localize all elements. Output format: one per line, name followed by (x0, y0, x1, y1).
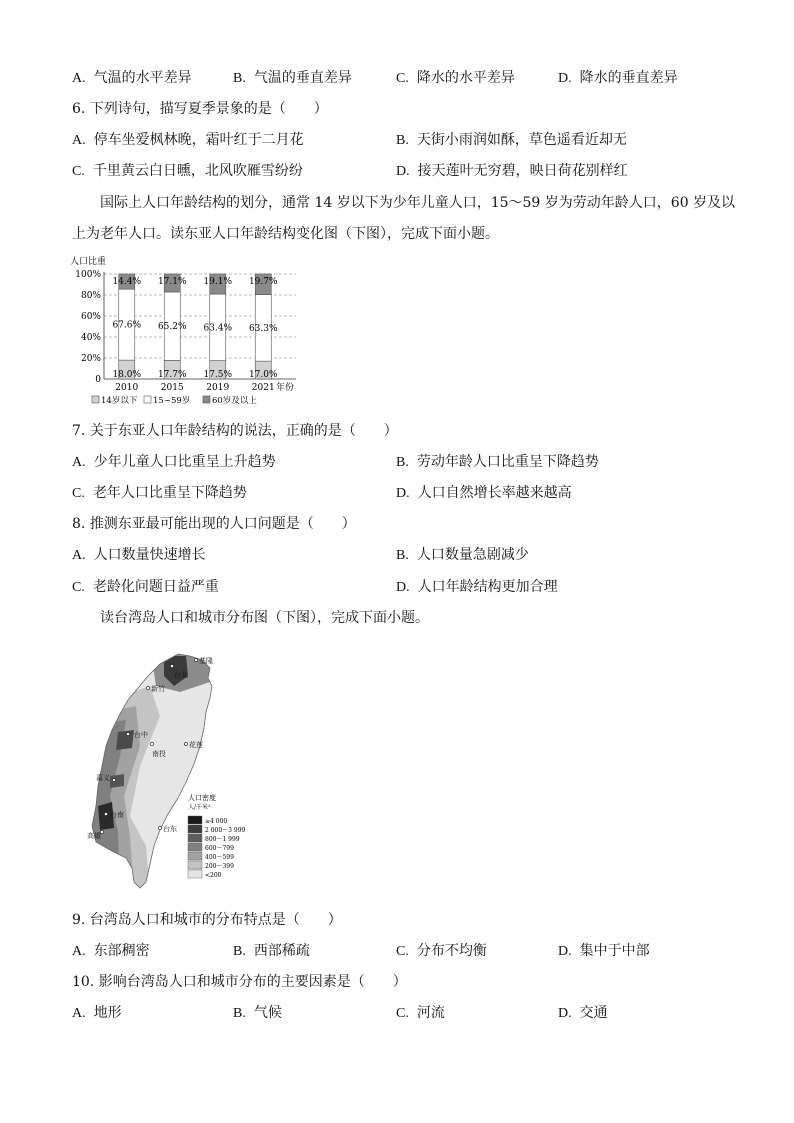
taiwan-population-map (87, 646, 260, 894)
city-label-tainan: 台南 (110, 811, 124, 819)
option-text: 西部稀疏 (253, 943, 310, 959)
option-letter: D. (396, 580, 410, 595)
data-label: 63.3% (248, 323, 278, 334)
option-letter: B. (233, 71, 246, 86)
q10-option-a (72, 1003, 122, 1024)
option-text: 人口自然增长率越来越高 (417, 485, 572, 501)
option-text: 气温的垂直差异 (253, 70, 352, 86)
option-text: 气候 (253, 1005, 282, 1021)
data-label: 19.1% (203, 277, 233, 287)
option-letter: C. (72, 164, 85, 179)
q8-option-c (72, 577, 219, 598)
option-text: 人口数量快速增长 (93, 547, 206, 563)
option-letter: D. (396, 164, 410, 179)
option-letter: B. (396, 548, 409, 563)
q9-option-d (558, 941, 650, 962)
city-marker (146, 686, 149, 689)
y-tick-label: 40% (80, 333, 101, 343)
option-text: 天街小雨润如酥，草色遥看近却无 (416, 132, 627, 148)
city-marker (158, 826, 161, 829)
legend-class-label: 200～399 (205, 863, 234, 870)
passage1-line1: 国际上人口年龄结构的划分，通常 14 岁以下为少年儿童人口，15～59 岁为劳动年龄人口，60 岁及以 (100, 195, 736, 211)
legend-swatch (188, 852, 202, 860)
q9-stem: 9. 台湾岛人口和城市的分布特点是（ ） (72, 912, 342, 928)
option-text: 地形 (93, 1005, 122, 1021)
legend-swatch (188, 834, 202, 842)
passage1-line2: 上为老年人口。读东亚人口年龄结构变化图（下图），完成下面小题。 (72, 226, 499, 242)
legend-class-label: <200 (205, 872, 222, 879)
option-text: 少年儿童人口比重呈上升趋势 (93, 454, 276, 470)
q8-option-b (396, 545, 529, 566)
density-chiayi (110, 774, 124, 788)
q6-option-a (72, 130, 304, 151)
legend-swatch (92, 396, 99, 403)
q10-stem: 10. 影响台湾岛人口和城市分布的主要因素是（ ） (72, 974, 407, 990)
q6-option-d (396, 161, 628, 182)
option-text: 人口数量急剧减少 (416, 547, 529, 563)
legend-swatch (188, 870, 202, 878)
q9-option-a (72, 941, 150, 962)
option-text: 交通 (579, 1005, 608, 1021)
option-text: 千里黄云白日曛，北风吹雁雪纷纷 (92, 163, 303, 179)
option-text: 人口年龄结构更加合理 (417, 579, 558, 595)
option-letter: D. (558, 71, 572, 86)
option-letter: A. (72, 1006, 86, 1021)
option-text: 分布不均衡 (416, 943, 487, 959)
city-label-chiayi: 嘉义 (96, 774, 110, 782)
city-marker (112, 778, 115, 781)
legend-class-label: 600～799 (205, 845, 234, 852)
legend-title: 人口密度 (188, 794, 216, 802)
option-letter: C. (72, 486, 85, 501)
option-letter: B. (396, 455, 409, 470)
city-label-hsinchu: 新竹 (151, 685, 165, 693)
data-label: 18.0% (112, 370, 142, 380)
data-label: 67.6% (112, 320, 142, 331)
q6-stem: 6. 下列诗句，描写夏季景象的是（ ） (72, 101, 328, 117)
city-label-hualien: 花莲 (189, 741, 203, 749)
city-marker (170, 664, 173, 667)
option-letter: D. (396, 486, 410, 501)
option-text: 降水的垂直差异 (579, 70, 678, 86)
q10-option-b (233, 1003, 282, 1024)
x-tick-label: 2021 (251, 383, 275, 393)
data-label: 17.7% (157, 370, 187, 380)
option-text: 降水的水平差异 (416, 70, 515, 86)
y-tick-label: 0 (95, 375, 101, 385)
x-axis-label: 年份 (276, 383, 295, 393)
option-text: 东部稠密 (93, 943, 150, 959)
x-tick-label: 2019 (206, 383, 230, 393)
density-taichung (116, 730, 134, 750)
q8-option-a (72, 545, 206, 566)
q7-option-a (72, 452, 276, 473)
x-tick-label: 2015 (160, 383, 184, 393)
data-label: 63.4% (203, 323, 233, 334)
age-structure-chart (66, 250, 316, 410)
q10-option-d (558, 1003, 608, 1024)
q7-option-b (396, 452, 599, 473)
legend-swatch (188, 825, 202, 833)
option-letter: B. (396, 133, 409, 148)
option-text: 集中于中部 (579, 943, 650, 959)
q5-option-d (558, 68, 678, 89)
city-label-taitung: 台东 (163, 825, 177, 833)
legend-label: 60岁及以上 (212, 396, 257, 406)
option-letter: A. (72, 133, 86, 148)
data-label: 17.0% (248, 370, 278, 380)
option-text: 河流 (416, 1005, 445, 1021)
option-text: 停车坐爱枫林晚，霜叶红于二月花 (93, 132, 304, 148)
option-letter: D. (558, 944, 572, 959)
x-tick-label: 2010 (115, 383, 139, 393)
y-tick-label: 20% (80, 354, 101, 364)
city-marker (126, 732, 129, 735)
option-text: 气温的水平差异 (93, 70, 192, 86)
data-label: 17.5% (203, 370, 233, 380)
q5-option-b (233, 68, 352, 89)
city-label-nantou: 南投 (152, 750, 166, 758)
option-letter: B. (233, 1006, 246, 1021)
option-letter: A. (72, 455, 86, 470)
legend-swatch (188, 843, 202, 851)
legend-unit: 人/千米² (188, 804, 211, 811)
city-label-kaohsiung: 高雄 (87, 832, 101, 840)
q8-stem: 8. 推测东亚最可能出现的人口问题是（ ） (72, 516, 356, 532)
legend-swatch (188, 816, 202, 824)
data-label: 17.1% (157, 277, 187, 287)
option-letter: A. (72, 944, 86, 959)
option-letter: C. (396, 1006, 409, 1021)
legend-swatch (144, 396, 151, 403)
option-text: 劳动年龄人口比重呈下降趋势 (416, 454, 599, 470)
city-label-keelung: 基隆 (199, 657, 213, 665)
city-label-taichung: 台中 (134, 731, 148, 739)
city-marker (104, 812, 107, 815)
city-marker (150, 742, 153, 745)
q8-option-d (396, 577, 558, 598)
city-marker (184, 742, 187, 745)
city-marker (194, 658, 197, 661)
option-letter: A. (72, 548, 86, 563)
city-label-taipei: 台北 (174, 671, 188, 679)
data-label: 14.4% (112, 277, 142, 287)
q7-option-c (72, 483, 247, 504)
option-letter: B. (233, 944, 246, 959)
q5-option-c (396, 68, 515, 89)
q9-option-b (233, 941, 310, 962)
q5-option-a (72, 68, 192, 89)
legend-swatch (203, 396, 210, 403)
option-letter: A. (72, 71, 86, 86)
option-letter: D. (558, 1006, 572, 1021)
y-tick-label: 60% (80, 312, 101, 322)
y-tick-label: 80% (80, 291, 101, 301)
q7-stem: 7. 关于东亚人口年龄结构的说法，正确的是（ ） (72, 423, 398, 439)
legend-class-label: 800～1 999 (205, 836, 240, 843)
data-label: 19.7% (248, 277, 278, 287)
legend-class-label: 2 000～3 999 (205, 827, 246, 834)
q7-option-d (396, 483, 572, 504)
option-letter: C. (396, 944, 409, 959)
y-tick-label: 100% (75, 270, 101, 280)
y-axis-label: 人口比重 (70, 257, 107, 267)
q9-option-c (396, 941, 487, 962)
passage2: 读台湾岛人口和城市分布图（下图），完成下面小题。 (100, 610, 429, 626)
legend-swatch (188, 861, 202, 869)
q6-option-b (396, 130, 627, 151)
data-label: 65.2% (157, 322, 187, 333)
density-legend (188, 793, 246, 879)
legend-label: 15~59岁 (153, 396, 191, 406)
legend-class-label: ≥4 000 (205, 818, 228, 825)
q6-option-c (72, 161, 303, 182)
q10-option-c (396, 1003, 445, 1024)
option-text: 接天莲叶无穷碧，映日荷花别样红 (417, 163, 628, 179)
legend-class-label: 400～599 (205, 854, 234, 861)
option-letter: C. (396, 71, 409, 86)
option-letter: C. (72, 580, 85, 595)
option-text: 老年人口比重呈下降趋势 (92, 485, 247, 501)
option-text: 老龄化问题日益严重 (92, 579, 219, 595)
legend-label: 14岁以下 (101, 396, 138, 406)
